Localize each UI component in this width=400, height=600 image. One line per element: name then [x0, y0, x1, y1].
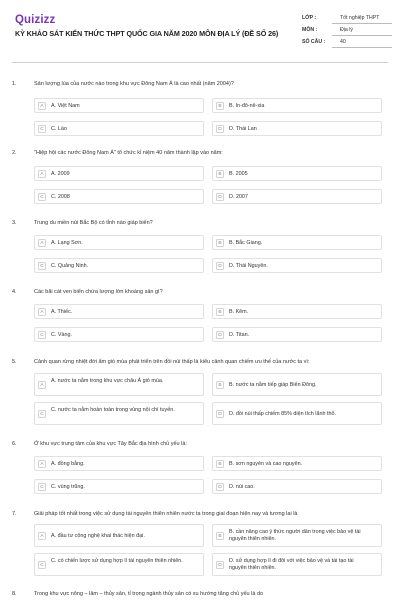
- meta-label: MÔN :: [302, 27, 318, 33]
- question-number: 2.: [12, 150, 17, 156]
- option-letter: C: [38, 331, 46, 339]
- option-text: D. Thái Lan: [229, 126, 257, 132]
- option-text: B. sơn nguyên và cao nguyên.: [229, 461, 303, 467]
- option-letter: A: [38, 170, 46, 178]
- option-text: A. đồng bằng.: [51, 461, 85, 467]
- answer-option[interactable]: [34, 121, 204, 136]
- option-text: D. núi cao.: [229, 484, 255, 490]
- meta-value: Địa lý: [332, 27, 392, 36]
- option-letter: B: [216, 532, 224, 540]
- option-letter: C: [38, 410, 46, 418]
- option-letter: B: [216, 460, 224, 468]
- option-letter: B: [216, 102, 224, 110]
- option-text: B. Kẽm.: [229, 309, 249, 315]
- answer-option[interactable]: [212, 304, 382, 319]
- option-text: B. nước ta nằm tiếp giáp Biển Đông.: [229, 382, 317, 388]
- meta-row-count: [302, 36, 400, 48]
- option-text: B. In-đô-nê-xia: [229, 103, 265, 109]
- answer-option[interactable]: [212, 98, 382, 113]
- answer-option[interactable]: [34, 304, 204, 319]
- option-text: D. Titan.: [229, 332, 250, 338]
- option-letter: D: [216, 410, 224, 418]
- question-number: 4.: [12, 289, 17, 295]
- option-text: B. 2005: [229, 171, 248, 177]
- option-letter: D: [216, 262, 224, 270]
- option-letter: A: [38, 532, 46, 540]
- option-text: A. đầu tư công nghệ khai thác hiện đại.: [51, 533, 145, 539]
- question-number: 3.: [12, 220, 17, 226]
- option-letter: B: [216, 239, 224, 247]
- option-letter: C: [38, 561, 46, 569]
- meta-row-subject: [302, 24, 400, 36]
- option-letter: D: [216, 331, 224, 339]
- question-number: 7.: [12, 511, 17, 517]
- answer-option[interactable]: [212, 402, 382, 425]
- option-text: A. Thiếc.: [51, 309, 73, 315]
- option-letter: C: [38, 483, 46, 491]
- question-text: Các bãi cát ven biển chứa lượng lớn khoáng sản gì?: [34, 289, 163, 295]
- answer-option[interactable]: [212, 258, 382, 273]
- option-letter: B: [216, 308, 224, 316]
- question-text: "Hiệp hội các nước Đông Nam Á" tổ chức kỉ niệm 40 năm thành lập vào năm:: [34, 150, 223, 156]
- answer-option[interactable]: [34, 166, 204, 181]
- meta-value: Tốt nghiệp THPT: [332, 15, 392, 24]
- option-text: B. cần nâng cao ý thức người dân trong việc bảo vệ tài nguyên thiên nhiên.: [229, 529, 361, 542]
- question-number: 8.: [12, 591, 17, 597]
- option-text: D. đồi núi thấp chiếm 85% diện tích lãnh thổ.: [229, 411, 336, 417]
- answer-option[interactable]: [34, 98, 204, 113]
- option-text: C. vùng trũng.: [51, 484, 85, 490]
- option-letter: B: [216, 381, 224, 389]
- option-letter: A: [38, 239, 46, 247]
- option-text: C. Lào: [51, 126, 67, 132]
- answer-option[interactable]: [34, 258, 204, 273]
- option-text: C. Quảng Ninh.: [51, 263, 89, 269]
- answer-option[interactable]: [212, 524, 382, 547]
- answer-option[interactable]: [212, 121, 382, 136]
- option-text: C. Vàng.: [51, 332, 72, 338]
- answer-option[interactable]: [212, 327, 382, 342]
- option-letter: D: [216, 125, 224, 133]
- meta-label: LỚP :: [302, 15, 317, 21]
- option-letter: A: [38, 460, 46, 468]
- answer-option[interactable]: [34, 373, 204, 396]
- answer-option[interactable]: [212, 553, 382, 576]
- question-text: Sản lượng lúa của nước nào trong khu vực Đông Nam Á là cao nhất (năm 2004)?: [34, 81, 234, 87]
- option-text: A. nước ta nằm trong khu vực châu Á gió mùa.: [51, 378, 164, 384]
- meta-value: 40: [332, 39, 392, 48]
- option-letter: D: [216, 193, 224, 201]
- meta-label: SỐ CÂU :: [302, 39, 326, 45]
- option-text: D. sử dụng hợp lí đi đôi với việc bảo vệ và tái tạo tài nguyên thiên nhiên.: [229, 558, 354, 571]
- header-divider: [12, 62, 388, 63]
- option-letter: C: [38, 262, 46, 270]
- question-number: 5.: [12, 359, 17, 365]
- option-letter: D: [216, 483, 224, 491]
- option-letter: C: [38, 193, 46, 201]
- option-text: D. Thái Nguyên.: [229, 263, 268, 269]
- question-text: Trung du miền núi Bắc Bộ có tỉnh nào giáp biển?: [34, 220, 153, 226]
- answer-option[interactable]: [34, 479, 204, 494]
- worksheet-header: [12, 12, 392, 62]
- option-text: A. 2009: [51, 171, 70, 177]
- option-text: B. Bắc Giang.: [229, 240, 263, 246]
- option-text: D. 2007: [229, 194, 248, 200]
- answer-option[interactable]: [34, 327, 204, 342]
- answer-option[interactable]: [212, 235, 382, 250]
- question-number: 1.: [12, 81, 17, 87]
- option-letter: B: [216, 170, 224, 178]
- worksheet-title: KỲ KHẢO SÁT KIẾN THỨC THPT QUỐC GIA NĂM 2020 MÔN ĐỊA LÝ (ĐỀ SỐ 26): [15, 29, 279, 38]
- answer-option[interactable]: [212, 166, 382, 181]
- quizizz-logo: Quizizz: [15, 14, 56, 26]
- answer-option[interactable]: [34, 456, 204, 471]
- option-text: C. 2008: [51, 194, 70, 200]
- answer-option[interactable]: [212, 479, 382, 494]
- option-letter: D: [216, 561, 224, 569]
- option-letter: A: [38, 381, 46, 389]
- worksheet-meta: [302, 12, 400, 48]
- answer-option[interactable]: [34, 524, 204, 547]
- answer-option[interactable]: [212, 456, 382, 471]
- answer-option[interactable]: [212, 189, 382, 204]
- answer-option[interactable]: [212, 373, 382, 396]
- meta-row-class: [302, 12, 400, 24]
- question-number: 6.: [12, 441, 17, 447]
- answer-option[interactable]: [34, 189, 204, 204]
- option-letter: A: [38, 102, 46, 110]
- option-text: C. nước ta nằm hoàn toàn trong vùng nội chí tuyến.: [51, 407, 175, 413]
- option-text: A. Việt Nam: [51, 103, 80, 109]
- question-text: Giải pháp tốt nhất trong việc sử dụng tài nguyên thiên nhiên nước ta trong giai đoạn hiện nay và tương lai là: [34, 511, 298, 517]
- question-text: Trong khu vực nông – lâm – thủy sản, tỉ trọng ngành thủy sản có xu hướng tăng chủ yếu là do: [34, 591, 264, 597]
- answer-option[interactable]: [34, 402, 204, 425]
- question-text: Cảnh quan rừng nhiệt đới ẩm gió mùa phát triển trên đồi núi thấp là kiểu cảnh quan chiếm ưu thế của nước ta vì:: [34, 359, 310, 365]
- option-letter: A: [38, 308, 46, 316]
- option-text: C. có chiến lược sử dụng hợp lí tài nguyên thiên nhiên.: [51, 558, 183, 564]
- question-text: Ở khu vực trung tâm của khu vực Tây Bắc địa hình chủ yếu là:: [34, 441, 187, 447]
- answer-option[interactable]: [34, 553, 204, 576]
- answer-option[interactable]: [34, 235, 204, 250]
- option-text: A. Lạng Sơn.: [51, 240, 83, 246]
- option-letter: C: [38, 125, 46, 133]
